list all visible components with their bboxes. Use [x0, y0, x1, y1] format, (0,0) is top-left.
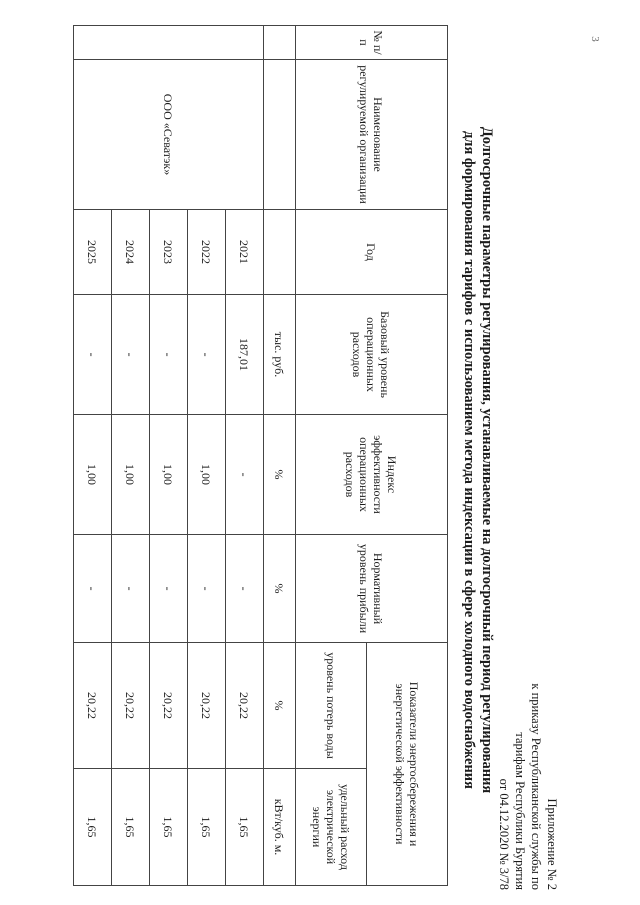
- header-water-loss: уровень потерь воды: [296, 643, 367, 769]
- cell-base-costs: -: [112, 295, 150, 415]
- cell-water-loss: 20,22: [188, 643, 226, 769]
- unit-base-costs: тыс. руб.: [264, 295, 296, 415]
- cell-normative-profit: -: [74, 535, 112, 643]
- unit-efficiency-index: %: [264, 415, 296, 535]
- cell-specific-energy: 1,65: [112, 769, 150, 886]
- cell-efficiency-index: 1,00: [112, 415, 150, 535]
- cell-efficiency-index: -: [226, 415, 264, 535]
- cell-base-costs: 187,01: [226, 295, 264, 415]
- header-energy-group: Показатели энергосбережения и энергетической эффективности: [367, 643, 448, 886]
- unit-specific-energy: кВт/куб. м.: [264, 769, 296, 886]
- parameters-table: [73, 25, 448, 886]
- cell-year: 2023: [150, 210, 188, 295]
- header-efficiency-index: Индекс эффективности операционных расходов: [296, 415, 448, 535]
- table-row: [226, 26, 264, 886]
- cell-year: 2022: [188, 210, 226, 295]
- appendix-authority-line: тарифам Республики Бурятия: [513, 732, 527, 890]
- header-specific-energy: удельный расход электрической энергии: [296, 769, 367, 886]
- appendix-order-line: к приказу Республиканской службы по: [529, 683, 543, 890]
- cell-normative-profit: -: [150, 535, 188, 643]
- cell-base-costs: -: [74, 295, 112, 415]
- cell-water-loss: 20,22: [74, 643, 112, 769]
- cell-specific-energy: 1,65: [150, 769, 188, 886]
- cell-efficiency-index: 1,00: [150, 415, 188, 535]
- cell-specific-energy: 1,65: [74, 769, 112, 886]
- cell-water-loss: 20,22: [150, 643, 188, 769]
- cell-normative-profit: -: [226, 535, 264, 643]
- cell-year: 2025: [74, 210, 112, 295]
- appendix-block: [496, 590, 560, 890]
- header-num: № п/п: [296, 26, 448, 60]
- document-heading: [460, 40, 496, 880]
- cell-specific-energy: 1,65: [226, 769, 264, 886]
- unit-normative-profit: %: [264, 535, 296, 643]
- table-body: [74, 26, 296, 886]
- header-base-costs: Базовый уровень операционных расходов: [296, 295, 448, 415]
- cell-water-loss: 20,22: [226, 643, 264, 769]
- cell-specific-energy: 1,65: [188, 769, 226, 886]
- cell-efficiency-index: 1,00: [74, 415, 112, 535]
- header-normative-profit: Нормативный уровень прибыли: [296, 535, 448, 643]
- cell-efficiency-index: 1,00: [188, 415, 226, 535]
- unit-year: [264, 210, 296, 295]
- cell-num: [74, 26, 264, 60]
- cell-year: 2021: [226, 210, 264, 295]
- cell-base-costs: -: [188, 295, 226, 415]
- heading-line-2: для формирования тарифов с использованием метода индексации в сфере холодного водоснабжения: [461, 130, 477, 790]
- header-org: Наименование регулируемой организации: [296, 60, 448, 210]
- page-number: 3: [588, 36, 601, 42]
- unit-water-loss: %: [264, 643, 296, 769]
- cell-water-loss: 20,22: [112, 643, 150, 769]
- header-year: Год: [296, 210, 448, 295]
- rotated-sheet: [60, 20, 560, 890]
- unit-num: [264, 26, 296, 60]
- cell-normative-profit: -: [188, 535, 226, 643]
- heading-line-1: Долгосрочные параметры регулирования, устанавливаемые на долгосрочный период регулирования: [479, 126, 495, 794]
- cell-org-name: ООО «Севатэк»: [74, 60, 264, 210]
- cell-year: 2024: [112, 210, 150, 295]
- cell-normative-profit: -: [112, 535, 150, 643]
- units-row: [264, 26, 296, 886]
- cell-base-costs: -: [150, 295, 188, 415]
- unit-org: [264, 60, 296, 210]
- appendix-date-line: от 04.12.2020 № 3/78: [497, 778, 511, 890]
- appendix-title: Приложение № 2: [545, 798, 559, 890]
